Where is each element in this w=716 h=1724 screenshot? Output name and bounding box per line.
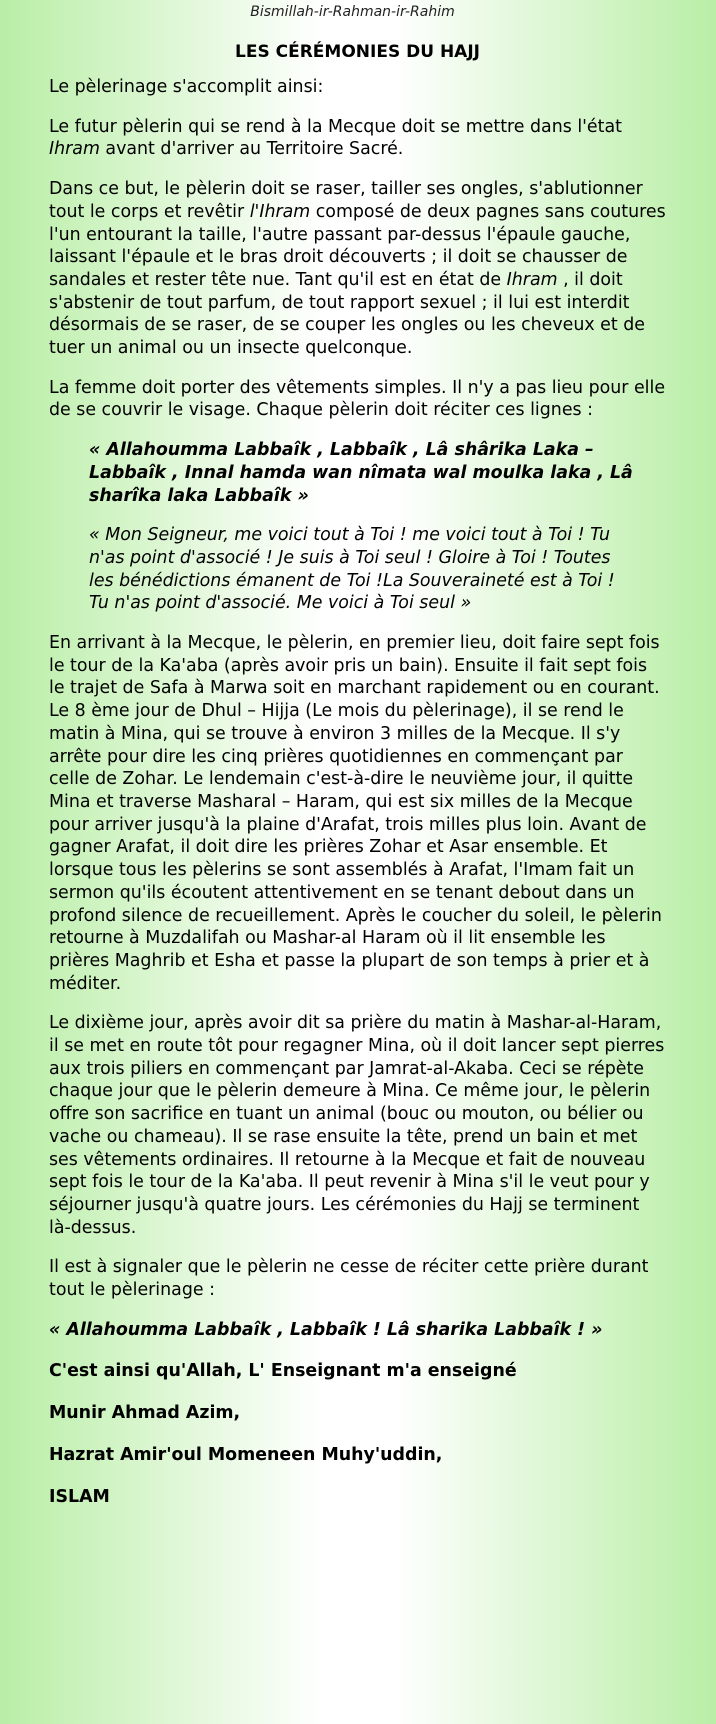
signature-line-1: C'est ainsi qu'Allah, L' Enseignant m'a enseigné <box>49 1361 517 1382</box>
page-title: LES CÉRÉMONIES DU HAJJ <box>235 42 480 62</box>
text-run: Le futur pèlerin qui se rend à la Mecque doit se mettre dans l'état <box>49 116 622 137</box>
ihram-term: l'Ihram <box>249 201 311 222</box>
quote-arabic-talbiyah: « Allahoumma Labbaîk , Labbaîk , Lâ shârika Laka – Labbaîk , Innal hamda wan nîmata wal moulka laka , Lâ sharîka laka Labbaîk » <box>89 440 633 506</box>
paragraph-ihram-rules <box>49 178 666 360</box>
paragraph-women: La femme doit porter des vêtements simples. Il n'y a pas lieu pour elle de se couvrir le visage. Chaque pèlerin doit réciter ces lignes : <box>49 377 666 421</box>
text-run: avant d'arriver au Territoire Sacré. <box>99 139 404 160</box>
ihram-term: Ihram <box>49 139 100 160</box>
signature-islam: ISLAM <box>49 1486 110 1507</box>
paragraph-ihram-state <box>49 116 666 161</box>
prayer-line: « Allahoumma Labbaîk , Labbaîk ! Lâ sharika Labbaîk ! » <box>49 1319 603 1340</box>
text-run: , il doit s'abstenir de tout parfum, de tout rapport sexuel ; il lui est interdit désormais de se raser, de se couper les ongles ou les cheveux et de tuer un animal ou un insecte quelconque. <box>49 269 645 359</box>
signature-author: Munir Ahmad Azim, <box>49 1403 241 1424</box>
ihram-term: Ihram <box>506 269 558 290</box>
paragraph-intro: Le pèlerinage s'accomplit ainsi: <box>49 77 324 97</box>
paragraph-tenth-day: Le dixième jour, après avoir dit sa prière du matin à Mashar-al-Haram, il se met en route tôt pour regagner Mina, où il doit lancer sept pierres aux trois piliers en commençant par Jamrat-al-Akaba. Ceci se répète chaque jour que le pèlerin demeure à Mina. Ce même jour, le pèlerin offre son sacrifice en tuant un animal (bouc ou mouton, ou bélier ou vache ou chameau). Il se rase ensuite la tête, prend un bain et met ses vêtements ordinaires. Il retourne à la Mecque et fait de nouveau sept fois le tour de la Ka'aba. Il peut revenir à Mina s'il le veut pour y séjourner jusqu'à quatre jours. Les cérémonies du Hajj se terminent là-dessus. <box>49 1013 665 1238</box>
text-run: composé de deux pagnes sans coutures l'un entourant la taille, l'autre passant par-dessus l'épaule gauche, laissant l'épaule et le bras droit découverts ; il doit se chausser de sandales et rester tête nue. Tant qu'il est en état de <box>49 201 666 290</box>
quote-french-translation: « Mon Seigneur, me voici tout à Toi ! me voici tout à Toi ! Tu n'as point d'associé ! Je suis à Toi seul ! Gloire à Toi ! Toutes les bénédictions émanent de Toi !La Souveraineté est à Toi ! Tu n'as point d'associé. Me voici à Toi seul » <box>89 525 615 614</box>
paragraph-prayer-note: Il est à signaler que le pèlerin ne cesse de réciter cette prière durant tout le pèlerinage : <box>49 1257 649 1301</box>
text-run: Dans ce but, le pèlerin doit se raser, tailler ses ongles, s'ablutionner tout le corps et revêtir <box>49 179 643 222</box>
paragraph-rituals: En arrivant à la Mecque, le pèlerin, en premier lieu, doit faire sept fois le tour de la Ka'aba (après avoir pris un bain). Ensuite il fait sept fois le trajet de Safa à Marwa soit en marchant rapidement ou en courant. Le 8 ème jour de Dhul – Hijja (Le mois du pèlerinage), il se rend le matin à Mina, qui se trouve à environ 3 milles de la Mecque. Il s'y arrête pour dire les cinq prières quotidiennes en commençant par celle de Zohar. Le lendemain c'est-à-dire le neuvième jour, il quitte Mina et traverse Masharal – Haram, qui est six milles de la Mecque pour arriver jusqu'à la plaine d'Arafat, trois milles plus loin. Avant de gagner Arafat, il doit dire les prières Zohar et Asar ensemble. Et lorsque tous les pèlerins se sont assemblés à Arafat, l'Imam fait un sermon qu'ils écoutent attentivement en se tenant debout dans un profond silence de recueillement. Après le coucher du soleil, le pèlerin retourne à Muzdalifah ou Mashar-al Haram où il lit ensemble les prières Maghrib et Esha et passe la plupart de son temps à prier et à méditer. <box>49 633 662 994</box>
signature-title: Hazrat Amir'oul Momeneen Muhy'uddin, <box>49 1444 443 1465</box>
bismillah-header: Bismillah-ir-Rahman-ir-Rahim <box>250 4 455 20</box>
